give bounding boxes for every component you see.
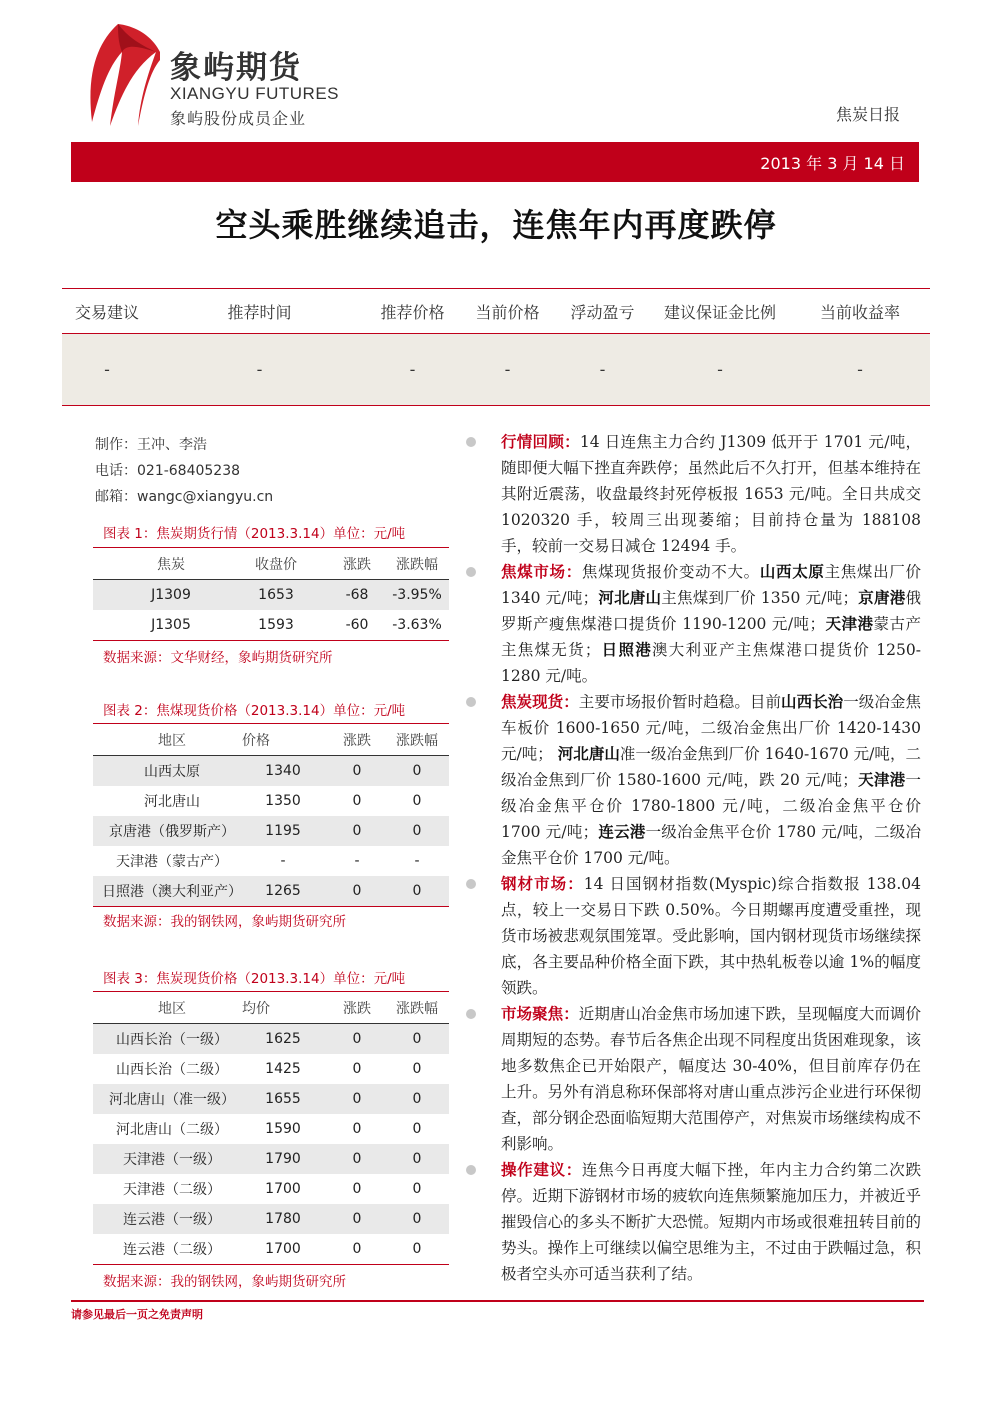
paragraph-steel-market (501, 871, 921, 1001)
paragraph-lead: 行情回顾： (501, 433, 580, 451)
paragraph-text: 一级冶金焦车板价 1600-1650 元/吨，二级冶金焦出厂价 1420-1430 元/吨； (501, 693, 921, 763)
disclaimer-note: 请参见最后一页之免责声明 (71, 1308, 203, 1321)
table-header-cell: 涨跌幅 (396, 1000, 438, 1017)
table-cell: 1653 (258, 587, 294, 603)
table-cell: 天津港（蒙古产） (116, 854, 228, 870)
table-cell: 连云港（一级） (123, 1212, 221, 1228)
rec-header-cell: 当前价格 (475, 302, 540, 322)
paragraph-text: 主焦煤到厂价 1350 元/吨； (661, 589, 858, 607)
coke-spot-table (93, 991, 449, 1265)
table-cell: 0 (352, 1061, 362, 1077)
table-header-cell: 均价 (242, 1000, 270, 1017)
paragraph-text: 连焦今日再度大幅下挫，年内主力合约第二次跌停。近期下游钢材市场的疲软向连焦频繁施加压力，并被近乎摧毁信心的多头不断扩大恐慌。短期内市场或很难扭转目前的势头。操作上可继续以偏空思维为主，不过由于跌幅过急，积极者空头亦可适当获利了结。 (501, 1161, 921, 1283)
table-row (93, 1204, 449, 1234)
table-cell: 0 (352, 1211, 362, 1227)
paragraph-coke-spot (501, 689, 921, 871)
table-cell: 0 (412, 1181, 422, 1197)
table-row (93, 846, 449, 876)
table-cell: 1265 (265, 883, 301, 899)
table-cell: 1590 (265, 1121, 301, 1137)
table-cell: 0 (352, 823, 362, 839)
table-cell: - (354, 853, 360, 869)
table-cell: 0 (412, 1151, 422, 1167)
table-cell: 天津港（一级） (123, 1152, 221, 1168)
location-highlight: 京唐港 (857, 589, 906, 607)
recommendation-table (62, 288, 930, 406)
table2-title: 图表 2：焦煤现货价格（2013.3.14）单位：元/吨 (103, 703, 406, 719)
paragraph-coking-coal-market (501, 559, 921, 689)
table-cell: 1593 (258, 617, 294, 633)
paragraph-market-review (501, 429, 921, 559)
rec-value-cell: - (256, 360, 263, 379)
paragraph-market-focus (501, 1001, 921, 1157)
table-row (93, 610, 449, 640)
table-cell: 京唐港（俄罗斯产） (109, 824, 235, 840)
paragraph-text: 14 日连焦主力合约 J1309 低开于 1701 元/吨，随即便大幅下挫直奔跌停；虽然此后不久打开，但基本维持在其附近震荡，收盘最终封死停板报 1653 元/吨。全日共成交 1020320 手，较周三出现萎缩；目前持仓量为 188108 手，较前一交易日减仓 12494 手。 (501, 433, 921, 555)
table-header-cell: 涨跌幅 (396, 556, 438, 573)
paragraph-text: 澳大利亚产主焦煤港口提货价 1250-1280 元/吨。 (501, 641, 921, 685)
table-header-row (93, 724, 449, 756)
table-header-cell: 涨跌 (343, 556, 371, 573)
table-row (93, 1054, 449, 1084)
table-header-row (93, 548, 449, 580)
location-highlight: 河北唐山 (598, 589, 662, 607)
footer-divider (71, 1300, 924, 1302)
bullet-icon (466, 1165, 476, 1175)
table-row (93, 816, 449, 846)
paragraph-text: 蒙古产主焦煤无货； (501, 615, 921, 659)
paragraph-lead: 操作建议： (501, 1161, 582, 1179)
paragraph-text: 主焦煤出厂价 1340 元/吨； (501, 563, 921, 607)
table1-title: 图表 1：焦炭期货行情（2013.3.14）单位：元/吨 (103, 526, 406, 542)
table-cell: J1305 (151, 617, 191, 633)
table-cell: 0 (412, 883, 422, 899)
table-cell: 日照港（澳大利亚产） (102, 884, 242, 900)
location-highlight: 天津港 (825, 615, 874, 633)
table-cell: 0 (412, 1211, 422, 1227)
rec-value-cell: - (104, 360, 110, 379)
paragraph-text: 一级冶金焦平仓价 1780 元/吨，二级冶金焦平仓价 1700 元/吨。 (501, 823, 921, 867)
company-subtitle: 象屿股份成员企业 (170, 109, 307, 128)
table3-source: 数据来源：我的钢铁网，象屿期货研究所 (103, 1274, 346, 1290)
report-date: 2013 年 3 月 14 日 (760, 154, 905, 173)
table-cell: 0 (352, 793, 362, 809)
table-row (93, 1174, 449, 1204)
table-header-cell: 涨跌幅 (396, 732, 438, 749)
table-row (93, 786, 449, 816)
rec-header-cell: 浮动盈亏 (570, 302, 635, 322)
bullet-icon (466, 1009, 476, 1019)
table-cell: 0 (352, 1241, 362, 1257)
table-row (93, 1234, 449, 1264)
table-cell: 河北唐山（准一级） (109, 1092, 235, 1108)
paragraph-lead: 钢材市场： (501, 875, 584, 893)
location-highlight: 天津港 (857, 771, 906, 789)
table-header-cell: 地区 (158, 1000, 186, 1017)
table-cell: 0 (412, 1061, 422, 1077)
table-cell: -68 (345, 587, 369, 603)
table-cell: 0 (412, 1091, 422, 1107)
table-cell: 河北唐山 (144, 794, 200, 810)
recommendation-value-row (62, 334, 930, 406)
table-cell: 1655 (265, 1091, 301, 1107)
table-cell: 0 (352, 883, 362, 899)
futures-quote-table (93, 547, 449, 641)
table-row (93, 1024, 449, 1054)
bullet-icon (466, 879, 476, 889)
bullet-icon (466, 697, 476, 707)
rec-header-cell: 当前收益率 (819, 302, 900, 322)
table-header-cell: 价格 (242, 732, 270, 749)
rec-header-cell: 推荐价格 (380, 302, 445, 322)
table-cell: 0 (352, 1181, 362, 1197)
table-cell: 1700 (265, 1181, 301, 1197)
table-cell: 0 (352, 1121, 362, 1137)
table-cell: 1350 (265, 793, 301, 809)
recommendation-header-row (62, 288, 930, 334)
table-header-cell: 涨跌 (343, 732, 371, 749)
table-header-row (93, 992, 449, 1024)
table-cell: 山西长治（二级） (116, 1062, 228, 1078)
report-type: 焦炭日报 (835, 105, 900, 124)
table-cell: 0 (412, 1241, 422, 1257)
table-cell: - (414, 853, 420, 869)
table-row (93, 1144, 449, 1174)
date-banner (71, 142, 919, 182)
rec-value-cell: - (409, 360, 416, 379)
table-cell: 1790 (265, 1151, 301, 1167)
table-cell: 1195 (265, 823, 301, 839)
table-cell: 0 (412, 1031, 422, 1047)
table-cell: 山西长治（一级） (116, 1032, 228, 1048)
author-info: 制作：王冲、李浩 (95, 437, 207, 453)
company-logo (78, 22, 338, 132)
paragraph-lead: 焦炭现货： (501, 693, 579, 711)
rec-header-cell: 建议保证金比例 (663, 302, 776, 322)
table-cell: 0 (352, 1091, 362, 1107)
table-cell: -60 (345, 617, 369, 633)
table-row (93, 1114, 449, 1144)
location-highlight: 山西太原 (759, 563, 825, 581)
paragraph-text: 主要市场报价暂时趋稳。目前 (578, 693, 782, 711)
table-header-cell: 涨跌 (343, 1000, 371, 1017)
location-highlight: 日照港 (600, 641, 652, 659)
location-highlight: 连云港 (598, 823, 646, 841)
table-cell: 1425 (265, 1061, 301, 1077)
coking-coal-spot-table (93, 723, 449, 907)
rec-header-cell: 推荐时间 (227, 302, 292, 322)
table-header-cell: 收盘价 (255, 556, 297, 573)
paragraph-trading-advice (501, 1157, 921, 1287)
table-row (93, 756, 449, 786)
rec-header-cell: 交易建议 (74, 302, 139, 322)
phone-info: 电话：021-68405238 (95, 463, 241, 479)
rec-value-cell: - (599, 360, 606, 379)
paragraph-lead: 焦煤市场： (501, 563, 582, 581)
table3-title: 图表 3：焦炭现货价格（2013.3.14）单位：元/吨 (103, 971, 406, 987)
paragraph-text: 一级冶金焦平仓价 1780-1800 元/吨，二级冶金焦平仓价 1700 元/吨； (501, 771, 921, 841)
table-row (93, 1084, 449, 1114)
paragraph-text: 14 日国钢材指数(Myspic)综合指数报 138.04 点，较上一交易日下跌 0.50%。今日期螺再度遭受重挫，现货市场被悲观氛围笼罩。受此影响，国内钢材现货市场继续探底，各主要品种价格全面下跌，其中热轧板卷以逾 1%的幅度领跌。 (501, 875, 921, 997)
email-info: 邮箱：wangc@xiangyu.cn (95, 489, 274, 505)
table-cell: 0 (352, 1031, 362, 1047)
table-cell: 0 (352, 1151, 362, 1167)
table-cell: 0 (412, 793, 422, 809)
table-header-cell: 地区 (158, 732, 186, 749)
rec-value-cell: - (717, 360, 723, 379)
bullet-icon (466, 437, 476, 447)
table-cell: 连云港（二级） (123, 1242, 221, 1258)
table-cell: 天津港（二级） (123, 1182, 221, 1198)
table-cell: 1625 (265, 1031, 301, 1047)
table-cell: 1780 (265, 1211, 301, 1227)
table-cell: -3.63% (392, 617, 442, 633)
company-name-en: XIANGYU FUTURES (170, 84, 340, 103)
company-name: 象屿期货 (170, 50, 302, 86)
table-row (93, 580, 449, 610)
table-row (93, 876, 449, 906)
table-cell: 0 (412, 823, 422, 839)
table-cell: J1309 (151, 587, 191, 603)
table-cell: 0 (352, 763, 362, 779)
table-cell: 山西太原 (144, 764, 200, 780)
rec-value-cell: - (504, 360, 511, 379)
table-cell: 0 (412, 763, 422, 779)
paragraph-text: 俄罗斯产瘦焦煤港口提货价 1190-1200 元/吨； (501, 589, 921, 633)
logo-mark-icon (78, 22, 162, 130)
paragraph-text: 准一级冶金焦到厂价 1640-1670 元/吨，二级冶金焦到厂价 1580-1600 元/吨，跌 20 元/吨； (501, 745, 921, 789)
table1-source: 数据来源：文华财经，象屿期货研究所 (103, 650, 333, 666)
bullet-icon (466, 567, 476, 577)
table-cell: -3.95% (392, 587, 442, 603)
table-cell: 1340 (265, 763, 301, 779)
location-highlight: 山西长治 (781, 693, 844, 711)
table-cell: - (280, 853, 286, 869)
location-highlight: 河北唐山 (557, 745, 620, 763)
table-header-cell: 焦炭 (157, 556, 185, 573)
paragraph-text: 近期唐山冶金焦市场加速下跌，呈现幅度大而调价周期短的态势。春节后各焦企出现不同程度出货困难现象，该地多数焦企已开始限产，幅度达 30-40%，但目前库存仍在上升。另外有消息称环保部将对唐山重点涉污企业进行环保彻查，部分钢企恐面临短期大范围停产，对焦炭市场继续构成不利影响。 (501, 1005, 921, 1153)
paragraph-text: 焦煤现货报价变动不大。 (581, 563, 760, 581)
page-title: 空头乘胜继续追击，连焦年内再度跌停 (215, 206, 777, 244)
table-cell: 0 (412, 1121, 422, 1137)
table-cell: 1700 (265, 1241, 301, 1257)
rec-value-cell: - (857, 360, 863, 379)
table-cell: 河北唐山（二级） (116, 1122, 228, 1138)
paragraph-lead: 市场聚焦： (501, 1005, 579, 1023)
table2-source: 数据来源：我的钢铁网，象屿期货研究所 (103, 914, 346, 930)
